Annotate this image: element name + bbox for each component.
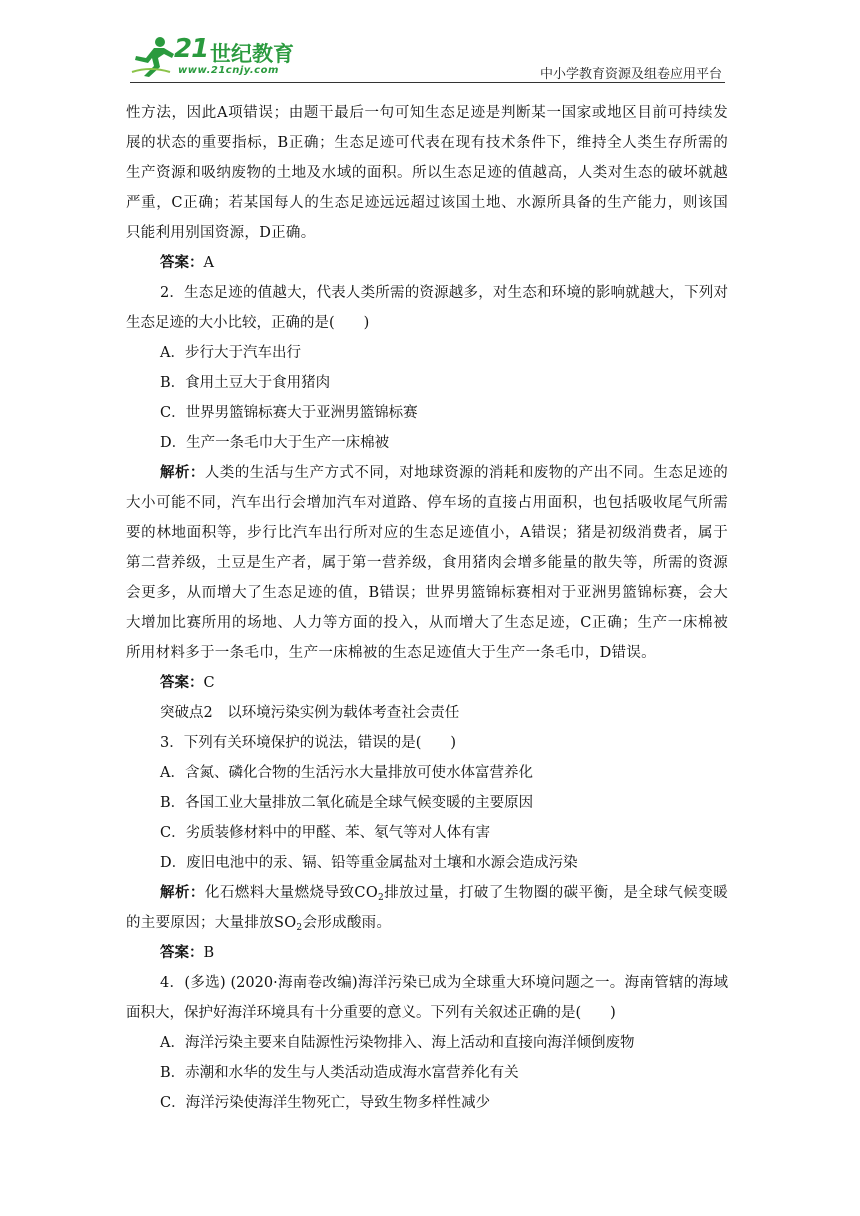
logo-number: 21 xyxy=(174,34,209,64)
platform-name: 中小学教育资源及组卷应用平台 xyxy=(539,67,722,82)
q4-option-a: A．海洋污染主要来自陆源性污染物排入、海上活动和直接向海洋倾倒废物 xyxy=(160,1035,635,1051)
q3-option-c: C．劣质装修材料中的甲醛、苯、氡气等对人体有害 xyxy=(160,825,491,841)
document-body xyxy=(126,98,728,1118)
explanation-text-3: 会形成酸雨。 xyxy=(302,915,392,931)
q4-option-c: C．海洋污染使海洋生物死亡，导致生物多样性减少 xyxy=(160,1095,491,1111)
explanation-label: 解析： xyxy=(160,884,205,901)
runner-logo-icon xyxy=(130,36,178,78)
q2-option-a: A．步行大于汽车出行 xyxy=(160,345,301,361)
answer-1 xyxy=(126,248,728,278)
answer-label: 答案： xyxy=(160,674,204,691)
q2-explanation xyxy=(126,458,728,668)
explanation-text-1: 化石燃料大量燃烧导致CO xyxy=(204,885,379,901)
answer-2 xyxy=(126,668,728,698)
header-divider xyxy=(130,82,725,83)
page-header xyxy=(0,0,860,90)
answer-value: A xyxy=(203,255,214,271)
q1-explanation-continued: 性方法，因此A项错误；由题干最后一句可知生态足迹是判断某一国家或地区目前可持续发展的状态的重要指标，B正确；生态足迹可代表在现有技术条件下，维持全人类生存所需的生产资源和吸纳废物的土地及水域的面积。所以生态足迹的值越高，人类对生态的破坏就越严重，C正确；若某国每人的生态足迹远远超过该国土地、水源所具备的生产能力，则该国只能利用别国资源，D正确。 xyxy=(126,105,728,241)
explanation-label: 解析： xyxy=(160,464,205,481)
q3-option-d: D．废旧电池中的汞、镉、铅等重金属盐对土壤和水源会造成污染 xyxy=(160,855,578,871)
explanation-text-2: 排放过量，打破了生物圈的碳平衡，是全球气候变暖的主要原因；大量排放SO xyxy=(126,885,728,931)
question-4-stem: 4．(多选) (2020·海南卷改编)海洋污染已成为全球重大环境问题之一。海南管辖的海域面积大，保护好海洋环境具有十分重要的意义。下列有关叙述正确的是( ) xyxy=(126,975,728,1021)
q2-option-c: C．世界男篮锦标赛大于亚洲男篮锦标赛 xyxy=(160,405,418,421)
q4-option-b: B．赤潮和水华的发生与人类活动造成海水富营养化有关 xyxy=(160,1065,519,1081)
subscript: 2 xyxy=(378,893,385,903)
q3-explanation xyxy=(126,878,728,938)
explanation-text: 人类的生活与生产方式不同，对地球资源的消耗和废物的产出不同。生态足迹的大小可能不同，汽车出行会增加汽车对道路、停车场的直接占用面积，也包括吸收尾气所需要的林地面积等，步行比汽车出行所对应的生态足迹值小，A错误；猪是初级消费者，属于第二营养级，土豆是生产者，属于第一营养级，食用猪肉会增多能量的散失等，所需的资源会更多，从而增大了生态足迹的值，B错误；世界男篮锦标赛相对于亚洲男篮锦标赛，会大大增加比赛所用的场地、人力等方面的投入，从而增大了生态足迹，C正确；生产一床棉被所用材料多于一条毛巾，生产一床棉被的生态足迹值大于生产一条毛巾，D错误。 xyxy=(126,465,728,661)
answer-value: C xyxy=(203,675,215,691)
q2-option-d: D．生产一条毛巾大于生产一床棉被 xyxy=(160,435,390,451)
logo-url: www.21cnjy.com xyxy=(178,65,279,76)
q2-option-b: B．食用土豆大于食用猪肉 xyxy=(160,375,331,391)
question-3-stem: 3．下列有关环境保护的说法，错误的是( ) xyxy=(160,735,457,751)
q3-option-b: B．各国工业大量排放二氧化硫是全球气候变暖的主要原因 xyxy=(160,795,534,811)
answer-label: 答案： xyxy=(160,944,204,961)
logo xyxy=(130,34,300,82)
breakpoint-heading: 突破点2 以环境污染实例为载体考查社会责任 xyxy=(160,705,460,721)
q3-option-a: A．含氮、磷化合物的生活污水大量排放可使水体富营养化 xyxy=(160,765,533,781)
logo-text: 世纪教育 xyxy=(210,42,294,66)
answer-label: 答案： xyxy=(160,254,204,271)
question-2-stem: 2．生态足迹的值越大，代表人类所需的资源越多，对生态和环境的影响就越大，下列对生态足迹的大小比较，正确的是( ) xyxy=(126,285,728,331)
subscript: 2 xyxy=(296,923,303,933)
answer-value: B xyxy=(203,945,215,961)
answer-3 xyxy=(126,938,728,968)
